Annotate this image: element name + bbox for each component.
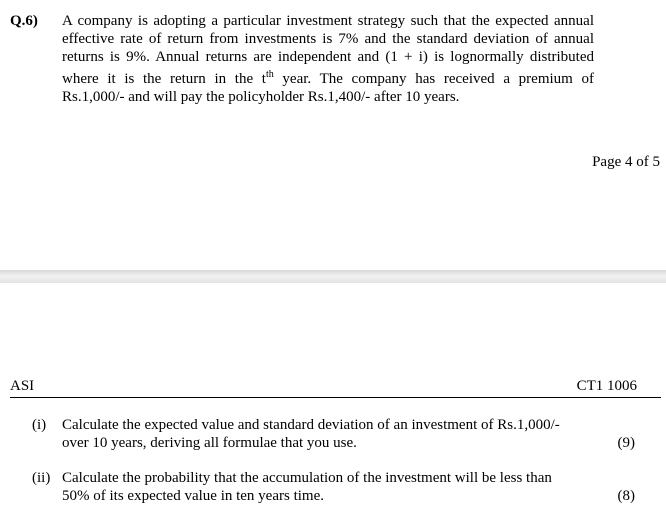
question-number: Q.6)	[10, 13, 38, 29]
marks-label: (8)	[617, 488, 635, 504]
question-line-3: returns is 9%. Annual returns are independent and (1 + i) is lognormally distributed	[62, 49, 594, 65]
header-left-label: ASI	[10, 378, 35, 394]
question-text	[62, 12, 594, 106]
marks-label: (9)	[617, 435, 635, 451]
sub-question-line-2: 50% of its expected value in ten years time.	[62, 488, 324, 504]
sub-question-text	[62, 416, 582, 452]
sub-question-number: (i)	[32, 417, 47, 433]
sub-question-line-2: over 10 years, deriving all formulae that you use.	[62, 435, 357, 451]
question-line-2: effective rate of return from investments is 7% and the standard deviation of annual	[62, 31, 594, 47]
question-line-4-start: where it is the return in the t	[62, 71, 266, 87]
question-line-1: A company is adopting a particular investment strategy such that the expected annual	[62, 13, 594, 29]
question-line-4	[62, 66, 594, 88]
header-right-label: CT1 1006	[576, 378, 637, 394]
ordinal-superscript: th	[265, 69, 274, 80]
header-rule	[10, 397, 661, 398]
sub-question-number: (ii)	[32, 470, 51, 486]
question-line-4-end: year. The company has received a premium of	[273, 71, 594, 87]
page-break-separator	[0, 270, 666, 283]
sub-question-line-1: Calculate the expected value and standard deviation of an investment of Rs.1,000/-	[62, 417, 560, 433]
sub-question-text	[62, 469, 582, 505]
page-number: Page 4 of 5	[592, 154, 660, 170]
sub-question-line-1: Calculate the probability that the accumulation of the investment will be less than	[62, 470, 552, 486]
question-line-5: Rs.1,000/- and will pay the policyholder Rs.1,400/- after 10 years.	[62, 89, 460, 105]
